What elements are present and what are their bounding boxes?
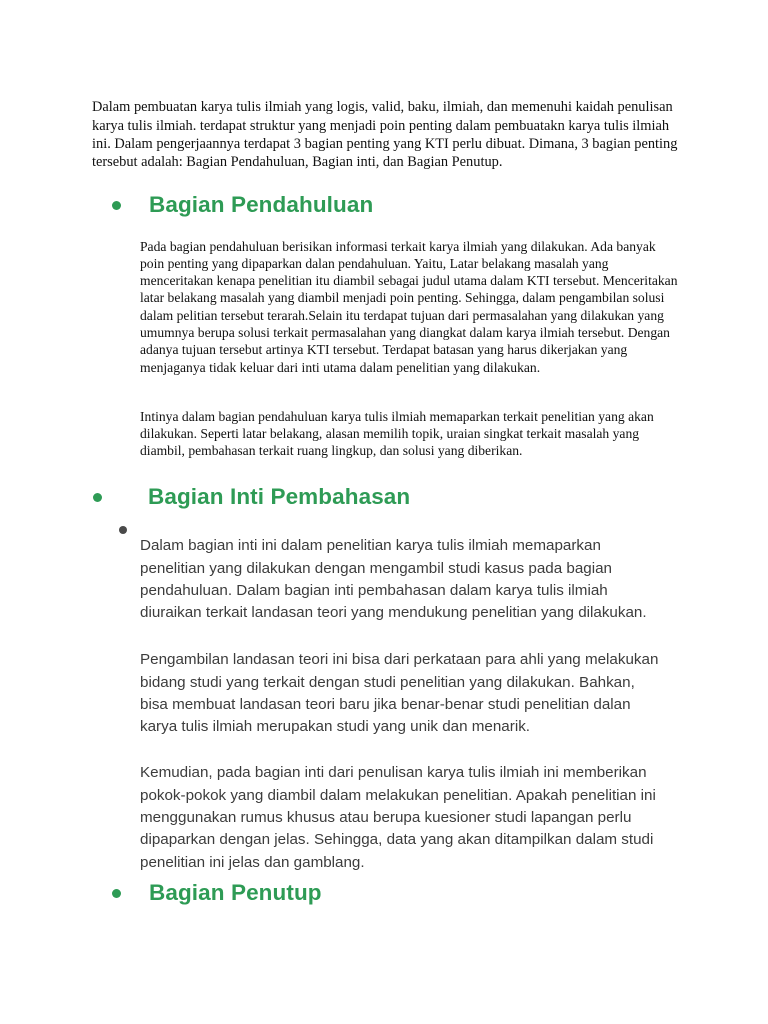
section-heading-label: Bagian Inti Pembahasan — [148, 484, 411, 509]
paragraph-pendahuluan-1: Pada bagian pendahuluan berisikan informasi terkait karya ilmiah yang dilakukan. Ada banyak poin penting yang dipaparkan dalan pendahuluan. Yaitu, Latar belakang masalah yang menceritakan kenapa penelitian itu diambil sebagai judul utama dalam KTI tersebut. Menceritakan latar belakang masalah yang diambil menjadi poin penting. Sehingga, dalam pengambilan solusi dalam pelitian tersebut terarah.Selain itu terdapat tujuan dari permasalahan yang dilakukan yang umumnya berupa solusi terkait permasalahan yang diangkat dalam karya ilmiah tersebut. Dengan adanya tujuan tersebut artinya KTI tersebut. Terdapat batasan yang harus dikerjakan yang menjaganya tidak keluar dari inti utama dalam penelitian yang dilakukan. — [140, 238, 678, 375]
paragraph-inti-1: Dalam bagian inti ini dalam penelitian karya tulis ilmiah memaparkan penelitian yang dilakukan dengan mengambil studi kasus pada bagian pendahuluan. Dalam bagian inti pembahasan dalam karya tulis ilmiah diuraikan terkait landasan teori yang mendukung penelitian yang dilakukan. — [140, 537, 647, 622]
paragraph-pendahuluan-2: Intinya dalam bagian pendahuluan karya tulis ilmiah memaparkan terkait penelitian yang akan dilakukan. Seperti latar belakang, alasan memilih topik, uraian singkat terkait masalah yang diambil, pembahasan terkait ruang lingkup, dan solusi yang diberikan. — [140, 408, 654, 459]
section-heading-label: Bagian Pendahuluan — [149, 192, 374, 217]
section-heading-penutup — [112, 880, 322, 906]
sub-bullet-icon — [119, 526, 127, 534]
section-heading-label: Bagian Penutup — [149, 880, 322, 905]
bullet-icon — [112, 889, 121, 898]
section-heading-inti-pembahasan — [93, 484, 410, 510]
bullet-icon — [93, 493, 102, 502]
intro-paragraph: Dalam pembuatan karya tulis ilmiah yang logis, valid, baku, ilmiah, dan memenuhi kaidah penulisan karya tulis ilmiah. terdapat struktur yang menjadi poin penting dalam pembuatakn karya tulis ilmiah ini. Dalam pengerjaannya terdapat 3 bagian penting yang KTI perlu dibuat. Dimana, 3 bagian penting tersebut adalah: Bagian Pendahuluan, Bagian inti, dan Bagian Penutup. — [92, 99, 678, 170]
paragraph-inti-3: Kemudian, pada bagian inti dari penulisan karya tulis ilmiah ini memberikan pokok-pokok yang diambil dalam melakukan penelitian. Apakah penelitian ini menggunakan rumus khusus atau berupa kuesioner studi lapangan perlu dipaparkan dengan jelas. Sehingga, data yang akan ditampilkan dalam studi penelitian ini jelas dan gamblang. — [140, 764, 656, 871]
bullet-icon — [112, 201, 121, 210]
paragraph-inti-2: Pengambilan landasan teori ini bisa dari perkataan para ahli yang melakukan bidang studi yang terkait dengan studi penelitian yang dilakukan. Bahkan, bisa membuat landasan teori baru jika benar-benar studi penelitian dalan karya tulis ilmiah merupakan studi yang unik dan menarik. — [140, 651, 659, 736]
section-heading-pendahuluan — [112, 192, 373, 218]
